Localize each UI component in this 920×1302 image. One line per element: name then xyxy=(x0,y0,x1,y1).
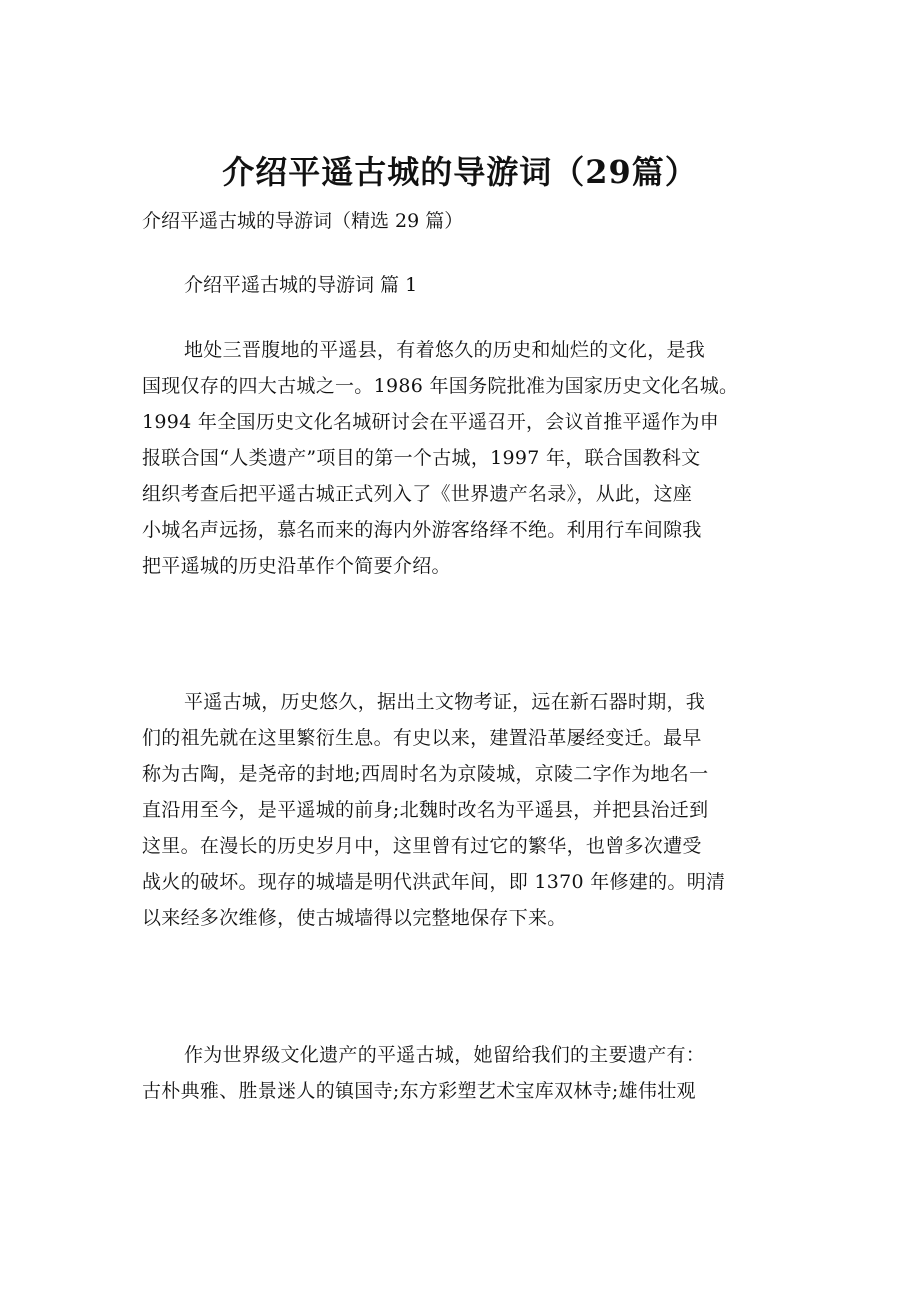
document-title: 介绍平遥古城的导游词（29篇） xyxy=(222,153,698,191)
paragraph-line: 们的祖先就在这里繁衍生息。有史以来，建置沿革屡经变迁。最早 xyxy=(142,727,702,749)
paragraph-line: 把平遥城的历史沿革作个简要介绍。 xyxy=(142,555,451,577)
paragraph-line: 报联合国“人类遗产”项目的第一个古城，1997 年，联合国教科文 xyxy=(142,447,701,469)
paragraph-line: 这里。在漫长的历史岁月中，这里曾有过它的繁华，也曾多次遭受 xyxy=(142,835,702,857)
paragraph-line: 战火的破坏。现存的城墙是明代洪武年间，即 1370 年修建的。明清 xyxy=(142,871,726,893)
document-subtitle: 介绍平遥古城的导游词（精选 29 篇） xyxy=(142,210,464,232)
paragraph-line: 古朴典雅、胜景迷人的镇国寺;东方彩塑艺术宝库双林寺;雄伟壮观 xyxy=(142,1080,696,1102)
paragraph-line: 直沿用至今，是平遥城的前身;北魏时改名为平遥县，并把县治迁到 xyxy=(142,799,709,821)
paragraph-line: 作为世界级文化遗产的平遥古城，她留给我们的主要遗产有： xyxy=(184,1044,706,1066)
paragraph-line: 国现仅存的四大古城之一。1986 年国务院批准为国家历史文化名城。 xyxy=(142,375,739,397)
paragraph-1 xyxy=(142,332,802,584)
section-heading: 介绍平遥古城的导游词 篇 1 xyxy=(184,274,418,296)
paragraph-line: 1994 年全国历史文化名城研讨会在平遥召开，会议首推平遥作为申 xyxy=(142,411,719,433)
paragraph-line: 地处三晋腹地的平遥县，有着悠久的历史和灿烂的文化，是我 xyxy=(184,339,706,361)
paragraph-line: 称为古陶，是尧帝的封地;西周时名为京陵城，京陵二字作为地名一 xyxy=(142,763,709,785)
paragraph-line: 小城名声远扬，慕名而来的海内外游客络绎不绝。利用行车间隙我 xyxy=(142,519,702,541)
paragraph-2 xyxy=(142,684,802,936)
paragraph-3 xyxy=(142,1037,802,1109)
paragraph-line: 组织考查后把平遥古城正式列入了《世界遗产名录》，从此，这座 xyxy=(142,483,693,505)
paragraph-line: 以来经多次维修，使古城墙得以完整地保存下来。 xyxy=(142,907,567,929)
paragraph-line: 平遥古城，历史悠久，据出土文物考证，远在新石器时期，我 xyxy=(184,691,706,713)
